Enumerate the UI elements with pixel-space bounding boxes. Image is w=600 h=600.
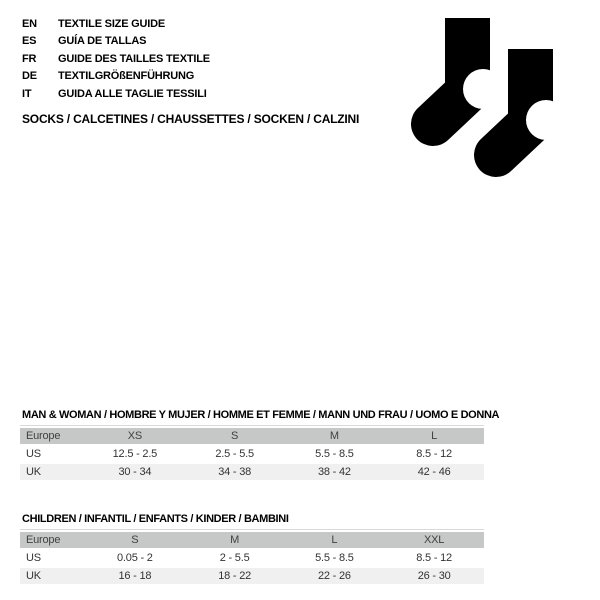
language-code: IT: [22, 87, 32, 100]
product-category-title: SOCKS / CALCETINES / CHAUSSETTES / SOCKEN / CALZINI: [22, 112, 360, 126]
size-cell: 12.5 - 2.5: [85, 444, 185, 464]
language-label: TEXTILE SIZE GUIDE: [58, 18, 166, 30]
language-row-en: [22, 16, 210, 33]
size-table-children: [20, 532, 484, 584]
language-code: DE: [22, 70, 37, 83]
size-table-block-children: [20, 513, 484, 584]
region-label-uk: UK: [20, 464, 85, 480]
table-title-children: CHILDREN / INFANTIL / ENFANTS / KINDER / BAMBINI: [22, 513, 289, 525]
language-row-it: [22, 86, 210, 103]
sock-shape-2: [496, 49, 565, 155]
size-cell: 22 - 26: [285, 568, 385, 584]
table-row-uk: [20, 464, 484, 480]
table-border-top: [20, 529, 484, 584]
size-table-adults: [20, 428, 484, 480]
table-row-us: [20, 548, 484, 568]
region-label-us: US: [20, 444, 85, 464]
size-cell: 2.5 - 5.5: [185, 444, 285, 464]
size-cell: 8.5 - 12: [384, 444, 484, 464]
header-europe: Europe: [20, 532, 85, 548]
size-table-block-adults: [20, 409, 500, 480]
language-list: [22, 16, 210, 103]
table-title-adults: MAN & WOMAN / HOMBRE Y MUJER / HOMME ET FEMME / MANN UND FRAU / UOMO E DONNA: [22, 409, 500, 421]
header-size-xxl: XXL: [384, 532, 484, 548]
language-label: GUÍA DE TALLAS: [58, 35, 147, 48]
size-cell: 38 - 42: [285, 464, 385, 480]
table-border-top: [20, 425, 484, 480]
language-code: EN: [22, 18, 37, 30]
table-header-row: [20, 532, 484, 548]
language-label: TEXTILGRÖßENFÜHRUNG: [58, 70, 195, 83]
size-cell: 34 - 38: [185, 464, 285, 480]
size-cell: 5.5 - 8.5: [285, 444, 385, 464]
size-cell: 42 - 46: [384, 464, 484, 480]
table-row-us: [20, 444, 484, 464]
size-cell: 16 - 18: [85, 568, 185, 584]
size-cell: 8.5 - 12: [384, 548, 484, 568]
header-size-l: L: [285, 532, 385, 548]
socks-icon: [405, 8, 565, 188]
header-europe: Europe: [20, 428, 85, 444]
table-row-uk: [20, 568, 484, 584]
region-label-uk: UK: [20, 568, 85, 584]
table-header-row: [20, 428, 484, 444]
language-code: FR: [22, 52, 37, 65]
size-cell: 2 - 5.5: [185, 548, 285, 568]
header-size-m: M: [285, 428, 385, 444]
size-cell: 5.5 - 8.5: [285, 548, 385, 568]
region-label-us: US: [20, 548, 85, 568]
language-row-de: [22, 68, 210, 85]
header-size-s: S: [85, 532, 185, 548]
header-size-s: S: [185, 428, 285, 444]
size-cell: 30 - 34: [85, 464, 185, 480]
size-cell: 18 - 22: [185, 568, 285, 584]
language-row-es: [22, 33, 210, 50]
language-code: ES: [22, 35, 37, 48]
language-label: GUIDE DES TAILLES TEXTILE: [58, 52, 210, 65]
size-cell: 0.05 - 2: [85, 548, 185, 568]
header-size-l: L: [384, 428, 484, 444]
header-size-m: M: [185, 532, 285, 548]
sock-shape-1: [433, 18, 503, 124]
header-size-xs: XS: [85, 428, 185, 444]
language-label: GUIDA ALLE TAGLIE TESSILI: [58, 87, 207, 100]
language-row-fr: [22, 51, 210, 68]
size-cell: 26 - 30: [384, 568, 484, 584]
